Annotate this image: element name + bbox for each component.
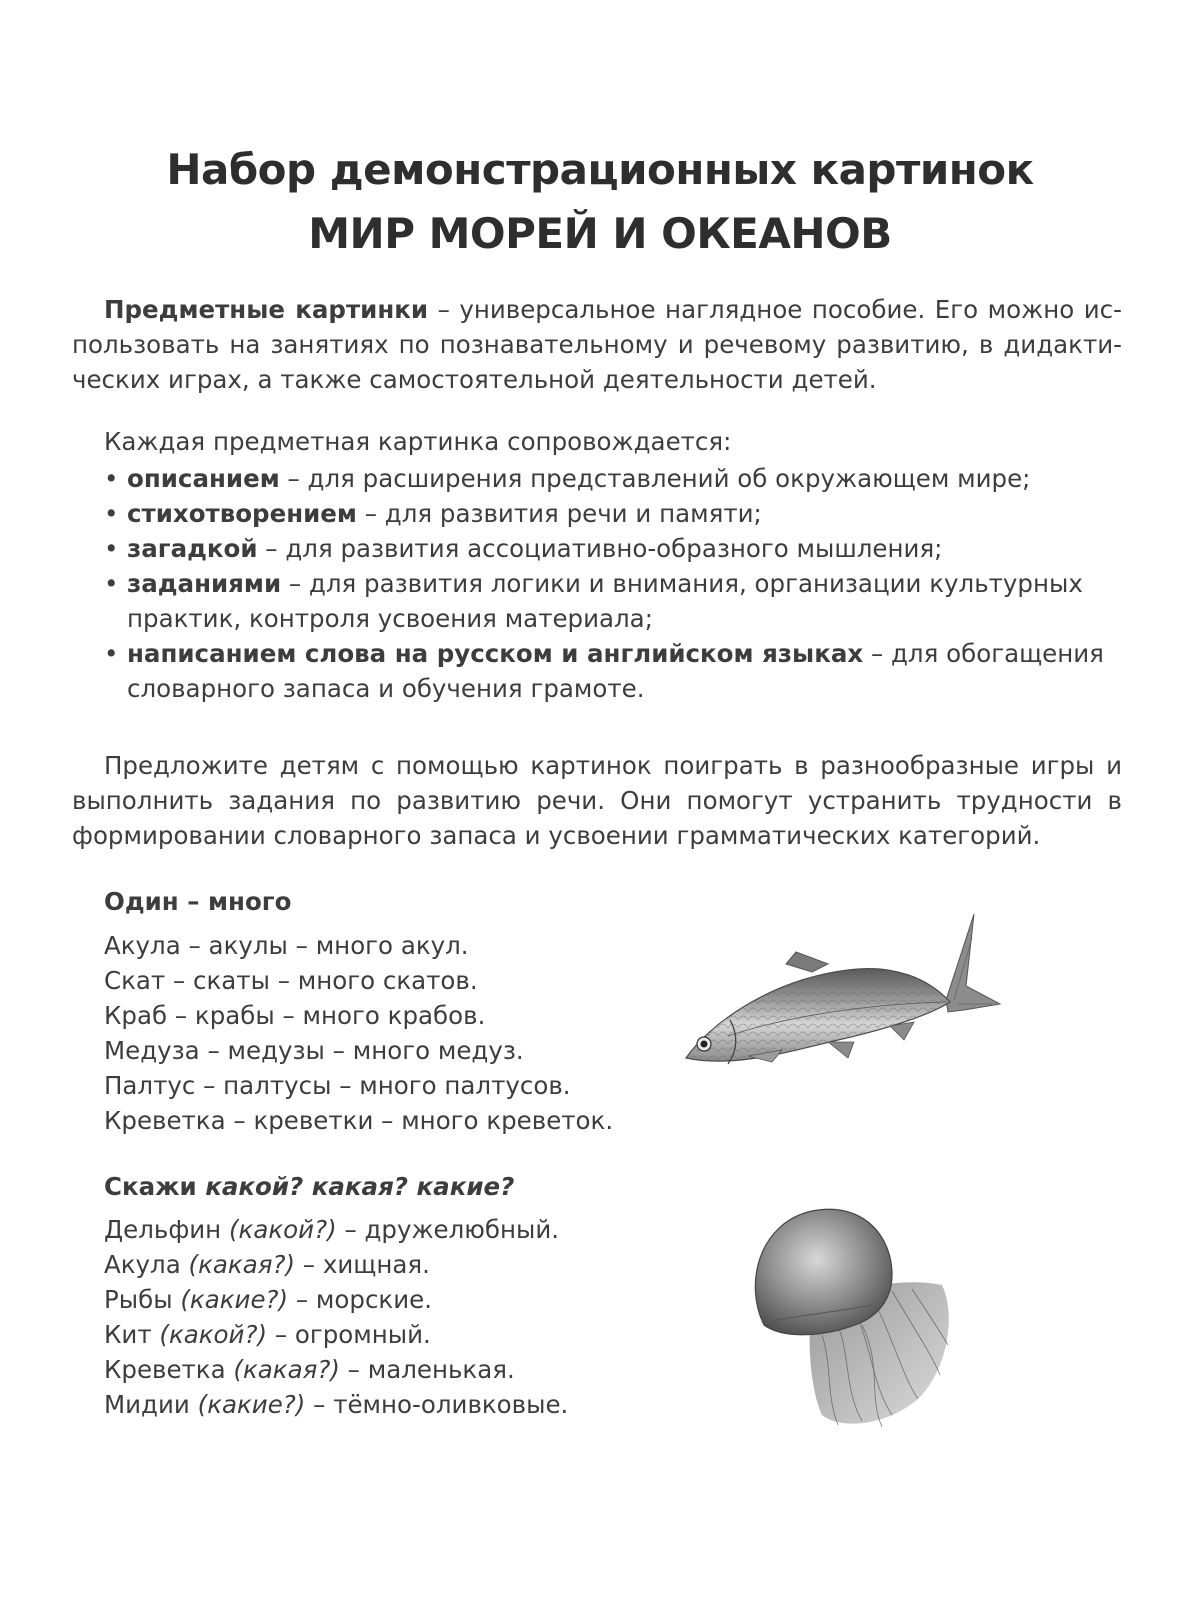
list-item-answer: – тёмно-оливковые. (305, 1390, 569, 1419)
list-item-answer: – огромный. (267, 1320, 431, 1349)
section-title-plain: Скажи (104, 1172, 206, 1201)
intro-paragraph (72, 292, 1122, 397)
one-many-list (104, 928, 613, 1138)
section-title-italic: какой? какая? какие? (205, 1172, 515, 1201)
page-title (0, 138, 1200, 266)
bullet-icon: • (104, 639, 119, 668)
which-list (104, 1212, 568, 1422)
list-item-word: Акула (104, 1250, 189, 1279)
list-item (104, 1212, 568, 1247)
list-item: Акула – акулы – много акул. (104, 931, 469, 960)
list-item: Краб – крабы – много крабов. (104, 1001, 486, 1030)
list-item (104, 1387, 568, 1422)
list-item: Медуза – медузы – много медуз. (104, 1036, 524, 1065)
list-item: Скат – скаты – много скатов. (104, 966, 478, 995)
list-item-term: написанием слова на русском и английском языках (127, 639, 864, 668)
title-line-2: МИР МОРЕЙ И ОКЕАНОВ (308, 209, 892, 258)
list-item (104, 496, 1124, 531)
list-item-question: (какие?) (197, 1390, 306, 1419)
intro-text: – универсальное наглядное пособие. Его можно использовать на занятиях по познавательному и речевому развитию, в дидактических играх, а также самостоятельной деятельности детей. (72, 295, 1122, 394)
games-text: Предложите детям с помощью картинок поиграть в разнообразные игры и выполнить задания по развитию речи. Они помогут устранить трудности в формировании словарного запаса и усвоении грамматических категорий. (72, 751, 1122, 850)
list-item-text: – для развития ассоциативно-образного мышления; (257, 534, 943, 563)
title-line-1: Набор демонстрационных картинок (166, 145, 1034, 194)
bullet-icon: • (104, 499, 119, 528)
list-item-answer: – дружелюбный. (336, 1215, 560, 1244)
section-title-which (104, 1169, 514, 1204)
list-item-text: – для развития логики и внимания, организации культурных практик, контроля усвоения материала; (127, 569, 1083, 633)
list-item-question: (какой?) (229, 1215, 337, 1244)
section-title-one-many: Один – много (104, 887, 292, 916)
list-item-word: Креветка (104, 1355, 234, 1384)
list-item-question: (какая?) (233, 1355, 340, 1384)
list-item-answer: – маленькая. (339, 1355, 515, 1384)
list-item-word: Мидии (104, 1390, 198, 1419)
list-item-answer: – хищная. (295, 1250, 430, 1279)
bullet-icon: • (104, 534, 119, 563)
list-item (104, 1317, 568, 1352)
list-item-term: описанием (127, 464, 280, 493)
list-item (104, 461, 1124, 496)
list-item-text: – для обогащения словарного запаса и обучения грамоте. (127, 639, 1104, 703)
list-item (104, 566, 1124, 636)
list-item (104, 636, 1124, 706)
list-item-word: Дельфин (104, 1215, 229, 1244)
list-item-term: заданиями (127, 569, 282, 598)
intro-bold-term: Предметные картинки (104, 295, 429, 324)
list-item: Палтус – палтусы – много палтусов. (104, 1071, 571, 1100)
list-item-word: Кит (104, 1320, 160, 1349)
bullet-icon: • (104, 464, 119, 493)
list-item (104, 1247, 568, 1282)
list-item-question: (какая?) (188, 1250, 296, 1279)
lead-sentence: Каждая предметная картинка сопровождается: (104, 427, 732, 456)
bullet-icon: • (104, 569, 119, 598)
list-item-text: – для развития речи и памяти; (356, 499, 762, 528)
list-item-question: (какой?) (159, 1320, 268, 1349)
list-item (104, 1282, 568, 1317)
list-item-term: загадкой (127, 534, 258, 563)
list-item-answer: – морские. (288, 1285, 432, 1314)
list-item-term: стихотворением (127, 499, 357, 528)
list-item-word: Рыбы (104, 1285, 181, 1314)
list-item (104, 531, 1124, 566)
list-item (104, 1352, 568, 1387)
features-list (104, 461, 1124, 706)
fish-illustration (678, 908, 1008, 1088)
list-item-text: – для расширения представлений об окружающем мире; (279, 464, 1031, 493)
list-item-question: (какие?) (180, 1285, 289, 1314)
list-item: Креветка – креветки – много креветок. (104, 1106, 614, 1135)
games-paragraph (72, 748, 1122, 853)
jellyfish-illustration (742, 1195, 962, 1435)
